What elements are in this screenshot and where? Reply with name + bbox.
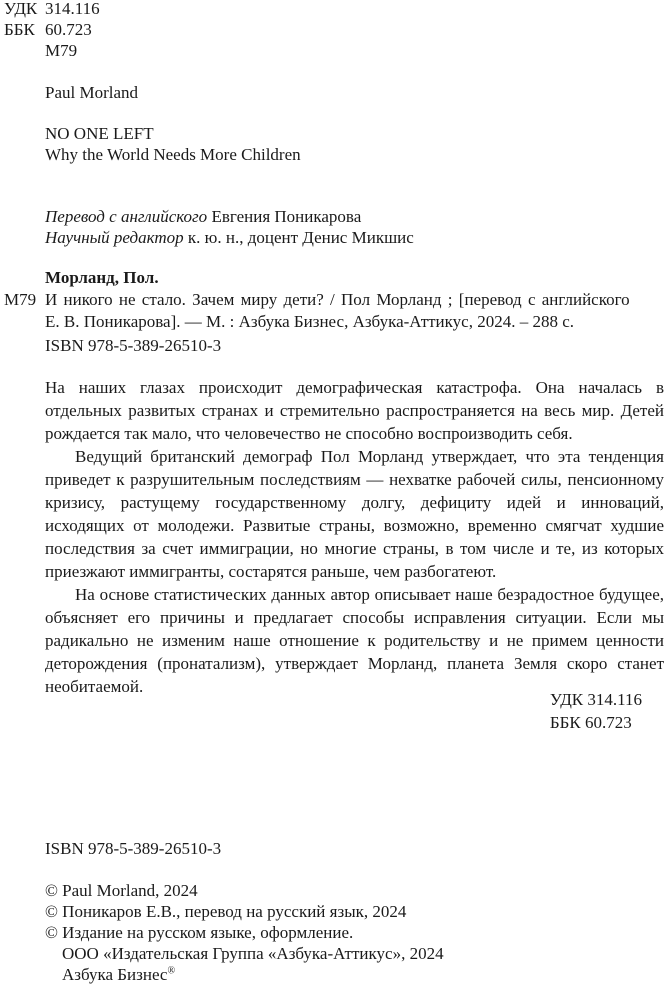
- copyright-1: © Paul Morland, 2024: [45, 881, 198, 900]
- original-subtitle: Why the World Needs More Children: [45, 145, 301, 164]
- udk-label: УДК: [4, 0, 38, 18]
- original-title: NO ONE LEFT: [45, 124, 154, 143]
- annotation-paragraph-1: На наших глазах происходит демографическая катастрофа. Она началась в отдельных развитых странах и стремительно распространяется на весь мир. Детей рождается так мало, что человечество не способно воспроизводить себя.: [45, 378, 664, 443]
- imprint-name: Азбука Бизнес: [62, 965, 168, 984]
- catalog-mark: М79: [4, 290, 37, 309]
- editor-credit: [45, 226, 414, 249]
- author-mark: М79: [45, 41, 78, 60]
- bbk-value: 60.723: [45, 20, 92, 39]
- bottom-udk: УДК 314.116: [549, 690, 642, 709]
- footer-isbn: ISBN 978-5-389-26510-3: [45, 839, 222, 858]
- catalog-isbn: ISBN 978-5-389-26510-3: [45, 336, 222, 355]
- annotation-paragraph-2: Ведущий британский демограф Пол Морланд утверждает, что эта тенденция приведет к разрушительным последствиям — нехватке рабочей силы, пенсионному кризису, растущему государственному долгу, дефициту идей и инноваций, исходящих от молодежи. Развитые страны, возможно, временно смягчат худшие последствия за счет иммиграции, но многие страны, в том числе и те, из которых приезжают иммигранты, состарятся раньше, чем разбогатеют.: [45, 447, 664, 581]
- translation-label: Перевод с английского: [45, 207, 208, 226]
- editor-label: Научный редактор: [45, 228, 184, 247]
- registered-mark: ®: [167, 965, 176, 977]
- udk-value: 314.116: [45, 0, 100, 18]
- catalog-line-1: И никого не стало. Зачем миру дети? / Пол Морланд ; [перевод с английского: [45, 290, 630, 309]
- copyright-3-line-2: ООО «Издательская Группа «Азбука-Аттикус», 2024: [62, 944, 444, 963]
- bottom-classification: [550, 688, 642, 734]
- original-author: Paul Morland: [45, 83, 139, 102]
- translation-credit: [45, 205, 361, 228]
- bbk-label: ББК: [4, 20, 35, 39]
- translator-name: Евгения Поникарова: [211, 207, 362, 226]
- editor-name: к. ю. н., доцент Денис Микшис: [187, 228, 414, 247]
- catalog-author-heading: Морланд, Пол.: [45, 268, 159, 287]
- annotation-paragraph-3: На основе статистических данных автор описывает наше безрадостное будущее, объясняет его причины и предлагает способы исправления ситуации. Если мы радикально не изменим наше отношение к родительству и не примем ценности деторождения (пронатализм), утверждает Морланд, планета Земля скоро станет необитаемой.: [45, 585, 664, 696]
- bottom-bbk: ББК 60.723: [549, 713, 632, 732]
- catalog-line-2: Е. В. Поникарова]. — М. : Азбука Бизнес, Азбука-Аттикус, 2024. – 288 с.: [45, 312, 575, 331]
- copyright-2: © Поникаров Е.В., перевод на русский язык, 2024: [45, 902, 407, 921]
- copyright-3: © Издание на русском языке, оформление.: [45, 923, 354, 942]
